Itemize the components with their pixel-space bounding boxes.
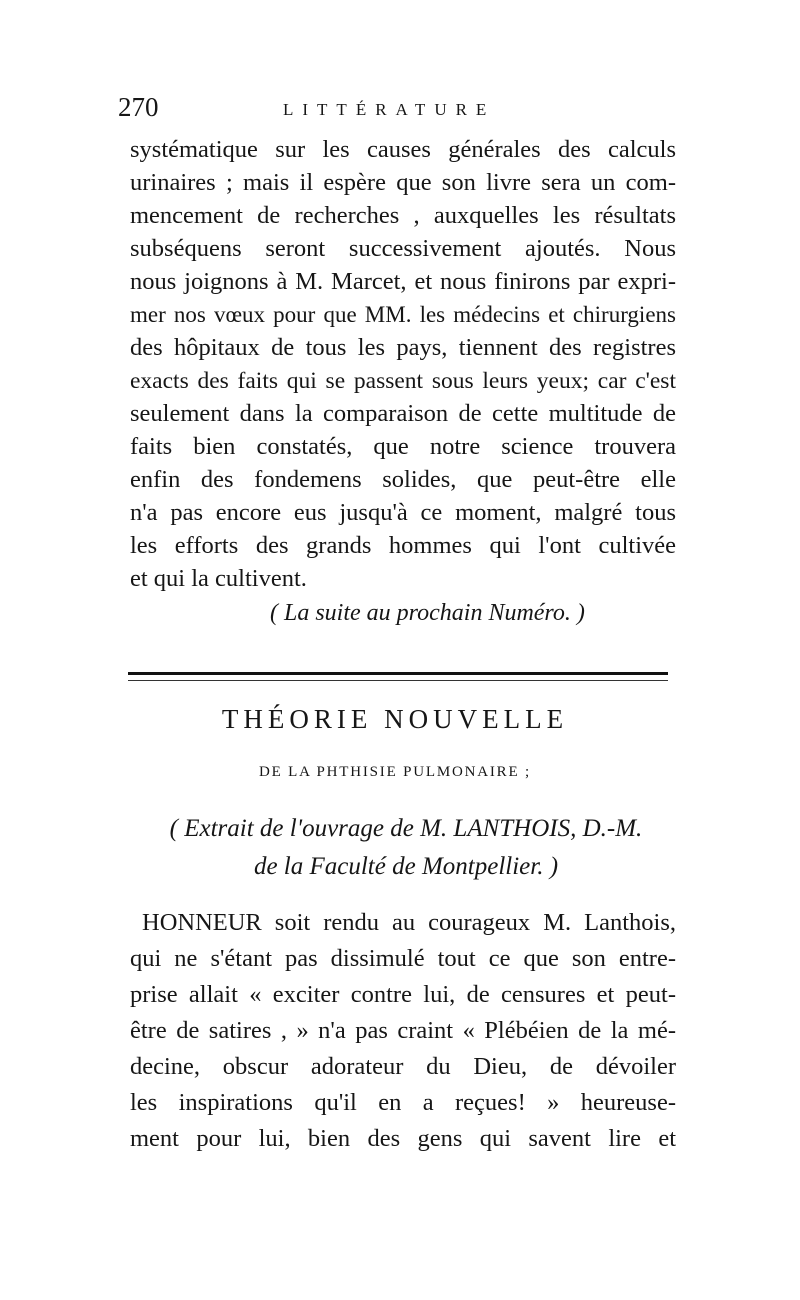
text-line: et qui la cultivent. bbox=[130, 565, 307, 592]
text-line: être de satires , » n'a pas craint « Plébéien de la mé- bbox=[130, 1017, 676, 1044]
continuation-note: ( La suite au prochain Numéro. ) bbox=[270, 600, 585, 626]
text-line: urinaires ; mais il espère que son livre sera un com- bbox=[130, 169, 676, 196]
text-line: HONNEUR soit rendu au courageux M. Lanthois, bbox=[142, 909, 676, 936]
text-line: seulement dans la comparaison de cette multitude de bbox=[130, 400, 676, 427]
text-line: n'a pas encore eus jusqu'à ce moment, malgré tous bbox=[130, 499, 676, 526]
text-line: decine, obscur adorateur du Dieu, de dévoiler bbox=[130, 1053, 676, 1080]
excerpt-attribution bbox=[136, 810, 676, 886]
text-line: qui ne s'étant pas dissimulé tout ce que son entre- bbox=[130, 945, 676, 972]
text-line: nous joignons à M. Marcet, et nous finirons par expri- bbox=[130, 268, 676, 295]
text-line: prise allait « exciter contre lui, de censures et peut- bbox=[130, 981, 676, 1008]
page-number: 270 bbox=[118, 92, 159, 122]
text-line: faits bien constatés, que notre science trouvera bbox=[130, 433, 676, 460]
running-head bbox=[118, 92, 678, 128]
excerpt-line: de la Faculté de Montpellier. ) bbox=[253, 853, 559, 880]
text-line: enfin des fondemens solides, que peut-être elle bbox=[130, 466, 676, 493]
section-divider bbox=[128, 672, 668, 681]
text-line: mer nos vœux pour que MM. les médecins et chirurgiens bbox=[130, 302, 676, 327]
text-line: les efforts des grands hommes qui l'ont cultivée bbox=[130, 532, 676, 559]
article-title: THÉORIE NOUVELLE bbox=[221, 704, 569, 734]
section-heading: LITTÉRATURE bbox=[283, 100, 496, 119]
article-subtitle: DE LA PHTHISIE PULMONAIRE ; bbox=[259, 764, 531, 780]
text-line: des hôpitaux de tous les pays, tiennent des registres bbox=[130, 334, 676, 361]
text-line: les inspirations qu'il en a reçues! » heureuse- bbox=[130, 1089, 676, 1116]
text-line: systématique sur les causes générales des calculs bbox=[130, 136, 676, 163]
text-line: subséquens seront successivement ajoutés. Nous bbox=[130, 235, 676, 262]
excerpt-line: ( Extrait de l'ouvrage de M. LANTHOIS, D.-M. bbox=[169, 815, 643, 842]
text-line: mencement de recherches , auxquelles les résultats bbox=[130, 202, 676, 229]
text-line: ment pour lui, bien des gens qui savent lire et bbox=[130, 1125, 676, 1152]
text-line: exacts des faits qui se passent sous leurs yeux; car c'est bbox=[130, 368, 676, 394]
